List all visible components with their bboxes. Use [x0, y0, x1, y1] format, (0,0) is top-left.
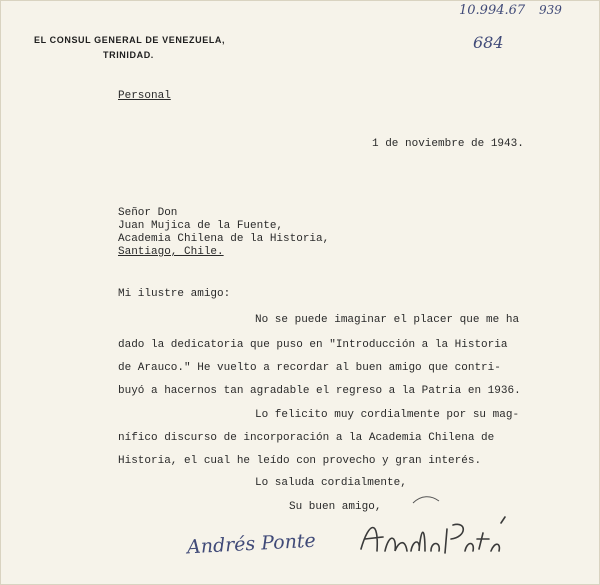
body-line: Historia, el cual he leído con provecho y gran interés.	[118, 455, 482, 467]
signature-left: Andrés Ponte	[186, 529, 317, 559]
recipient-line1: Señor Don	[118, 207, 178, 219]
letterhead-line1: EL CONSUL GENERAL DE VENEZUELA,	[34, 35, 226, 45]
archive-ref-number: 10.994.67	[459, 3, 526, 18]
body-line: Lo saluda cordialmente,	[255, 477, 407, 489]
archive-ref-suffix: 939	[539, 3, 562, 17]
pen-mark-icon	[411, 493, 441, 507]
closing-line: Su buen amigo,	[289, 501, 382, 513]
signature-right-icon	[355, 511, 515, 561]
archive-folio: 684	[473, 33, 504, 52]
body-line: nífico discurso de incorporación a la Academia Chilena de	[118, 432, 495, 444]
body-line: dado la dedicatoria que puso en "Introducción a la Historia	[118, 339, 508, 351]
personal-label: Personal	[118, 90, 171, 102]
body-line: buyó a hacernos tan agradable el regreso a la Patria en 1936.	[118, 385, 521, 397]
body-line: de Arauco." He vuelto a recordar al buen amigo que contri-	[118, 362, 501, 374]
body-line: Lo felicito muy cordialmente por su mag-	[255, 409, 520, 421]
letterhead-line2: TRINIDAD.	[103, 50, 154, 60]
recipient-line2: Juan Mujica de la Fuente,	[118, 220, 284, 232]
letter-date: 1 de noviembre de 1943.	[372, 138, 524, 150]
salutation: Mi ilustre amigo:	[118, 288, 231, 300]
recipient-line4: Santiago, Chile.	[118, 246, 224, 258]
recipient-line3: Academia Chilena de la Historia,	[118, 233, 330, 245]
body-line: No se puede imaginar el placer que me ha	[255, 314, 520, 326]
